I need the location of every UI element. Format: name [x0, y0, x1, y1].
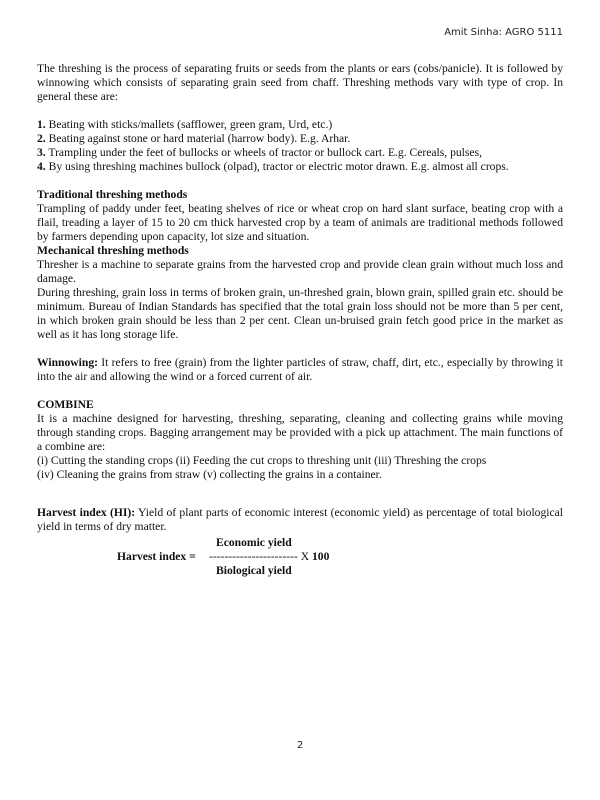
formula-dashes: ----------------------- X: [209, 550, 312, 563]
formula-fraction-line: [209, 550, 329, 564]
threshing-methods-list: [37, 118, 563, 174]
list-number: 1.: [37, 118, 46, 131]
list-item: [37, 146, 563, 160]
page-header: Amit Sinha: AGRO 5111: [444, 27, 563, 38]
mechanical-paragraph-1: Thresher is a machine to separate grains from the harvested crop and provide clean grain without much loss and damage.: [37, 258, 563, 285]
combine-functions-line-1: (i) Cutting the standing crops (ii) Feeding the cut crops to threshing unit (iii) Threshing the crops: [37, 454, 487, 467]
harvest-index-paragraph: [37, 506, 563, 534]
list-number: 4.: [37, 160, 46, 173]
list-text: Beating with sticks/mallets (safflower, green gram, Urd, etc.): [45, 118, 333, 131]
combine-functions-line-2: (iv) Cleaning the grains from straw (v) collecting the grains in a container.: [37, 468, 382, 481]
traditional-paragraph: Trampling of paddy under feet, beating shelves of rice or wheat crop on hard slant surface, beating crop with a flail, treading a layer of 15 to 20 cm thick harvested crop by a team of animals are traditional methods followed by farmers depending upon capacity, lot size and situation.: [37, 202, 563, 243]
winnowing-paragraph: [37, 356, 563, 384]
harvest-index-label: Harvest index (HI):: [37, 506, 136, 519]
winnowing-text: It refers to free (grain) from the lighter particles of straw, chaff, dirt, etc., especially by throwing it into the air and allowing the wind or a forced current of air.: [37, 356, 563, 383]
mechanical-heading: Mechanical threshing methods: [37, 244, 189, 257]
intro-paragraph: The threshing is the process of separating fruits or seeds from the plants or ears (cobs/panicle). It is followed by winnowing which consists of separating grain seed from chaff. Threshing methods vary with type of crop. In general these are:: [37, 62, 563, 103]
formula-label: Harvest index =: [117, 550, 196, 563]
combine-paragraph: It is a machine designed for harvesting, threshing, separating, cleaning and collecting grains while moving through standing crops. Bagging arrangement may be provided with a pick up attachment. The main functions of a combine are:: [37, 412, 563, 453]
winnowing-label: Winnowing:: [37, 356, 98, 369]
page-content: [37, 62, 563, 580]
list-text: By using threshing machines bullock (olpad), tractor or electric motor drawn. E.g. almost all crops.: [45, 160, 509, 173]
traditional-heading: Traditional threshing methods: [37, 188, 188, 201]
list-number: 2.: [37, 132, 46, 145]
formula-numerator: Economic yield: [216, 536, 292, 549]
harvest-index-text: Yield of plant parts of economic interest (economic yield) as percentage of total biological yield in terms of dry matter.: [37, 506, 564, 533]
combine-heading: COMBINE: [37, 398, 94, 411]
list-text: Beating against stone or hard material (harrow body). E.g. Arhar.: [45, 132, 351, 145]
formula-denominator: Biological yield: [216, 564, 292, 577]
list-item: [37, 132, 563, 146]
list-item: [37, 118, 563, 132]
list-item: [37, 160, 563, 174]
harvest-index-formula: [37, 536, 563, 580]
mechanical-paragraph-2: During threshing, grain loss in terms of broken grain, un-threshed grain, blown grain, spilled grain etc. should be minimum. Bureau of Indian Standards has specified that the total grain loss should not be more than 5 per cent, in which broken grain should be less than 2 per cent. Clean un-bruised grain fetch good price in the market as well as it has long storage life.: [37, 286, 563, 341]
page-number: 2: [296, 740, 304, 751]
list-number: 3.: [37, 146, 46, 159]
formula-multiplier: 100: [311, 550, 330, 563]
list-text: Trampling under the feet of bullocks or wheels of tractor or bullock cart. E.g. Cereals, pulses,: [45, 146, 482, 159]
